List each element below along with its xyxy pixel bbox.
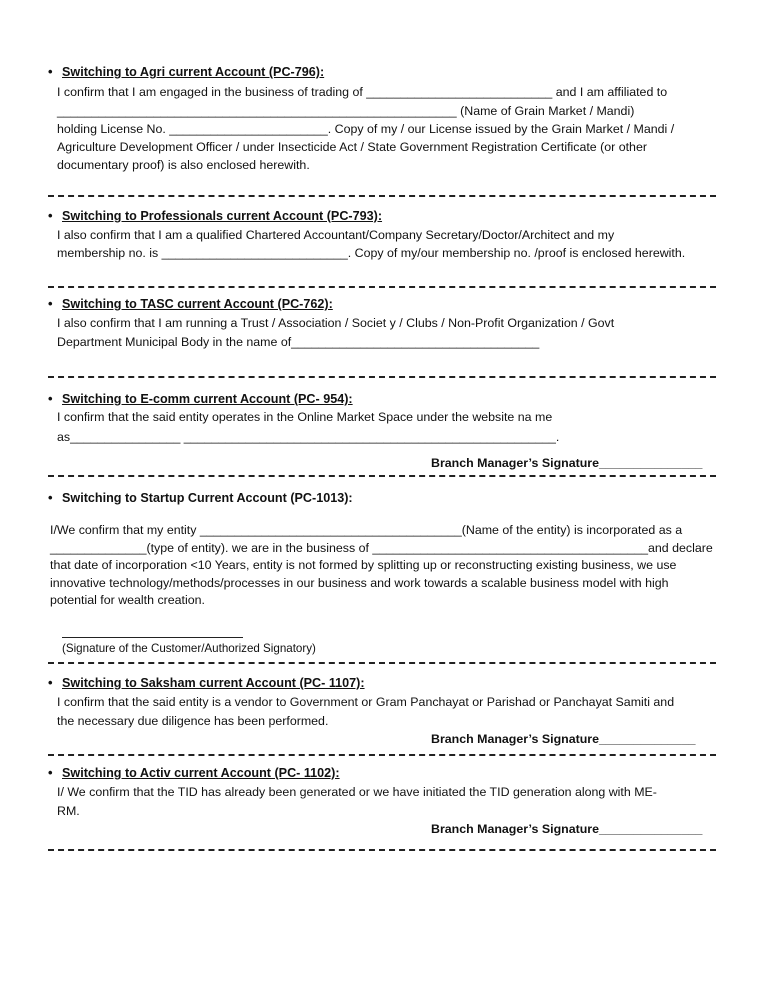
activ-line-2: RM. (57, 804, 80, 818)
section-divider (48, 286, 716, 288)
section-divider (48, 849, 716, 851)
tasc-line-1: I also confirm that I am running a Trust / Association / Societ y / Clubs / Non-Profit Organization / Govt (57, 316, 615, 330)
customer-signature-line (62, 637, 243, 638)
bullet-icon: • (48, 490, 53, 505)
section-divider (48, 195, 716, 197)
bullet-icon: • (48, 765, 53, 780)
professionals-line-2: membership no. is ___________________________. Copy of my/our membership no. /proof is enclosed herewith. (57, 246, 686, 260)
bullet-icon: • (48, 391, 53, 406)
startup-line-2: ______________(type of entity). we are in the business of ________________________________________and declare (50, 541, 713, 555)
agri-line-3: holding License No. _______________________. Copy of my / our License issued by the Grain Market / Mandi / (57, 122, 675, 136)
saksham-branch-manager-signature: Branch Manager’s Signature______________ (431, 732, 696, 746)
agri-line-2: __________________________________________________________ (Name of Grain Market / Mandi) (57, 104, 635, 118)
activ-line-1: I/ We confirm that the TID has already been generated or we have initiated the TID generation along with ME- (57, 785, 657, 799)
bullet-icon: • (48, 64, 53, 79)
agri-line-1: I confirm that I am engaged in the business of trading of ___________________________ and I am affiliated to (57, 85, 668, 99)
section-divider (48, 754, 716, 756)
agri-heading: • Switching to Agri current Account (PC-796): (48, 62, 324, 82)
ecomm-line-1: I confirm that the said entity operates in the Online Market Space under the website na me (57, 410, 553, 424)
bullet-icon: • (48, 296, 53, 311)
bullet-icon: • (48, 208, 53, 223)
saksham-heading: • Switching to Saksham current Account (PC- 1107): (48, 673, 365, 693)
startup-line-4: innovative technology/methods/processes in our business and work towards a scalable business model with high (50, 576, 669, 590)
agri-line-5: documentary proof) is also enclosed herewith. (57, 158, 310, 172)
professionals-heading: • Switching to Professionals current Account (PC-793): (48, 206, 382, 226)
ecomm-branch-manager-signature: Branch Manager’s Signature_______________ (431, 456, 703, 470)
ecomm-line-2: as________________ ______________________________________________________. (57, 430, 560, 444)
activ-branch-manager-signature: Branch Manager’s Signature_______________ (431, 822, 703, 836)
saksham-line-2: the necessary due diligence has been performed. (57, 714, 329, 728)
ecomm-heading: • Switching to E-comm current Account (PC- 954): (48, 389, 353, 409)
customer-signature-label: (Signature of the Customer/Authorized Signatory) (62, 642, 316, 655)
tasc-line-2: Department Municipal Body in the name of____________________________________ (57, 335, 540, 349)
section-divider (48, 662, 716, 664)
startup-line-3: that date of incorporation <10 Years, entity is not formed by splitting up or reconstructing existing business, we use (50, 558, 677, 572)
activ-heading: • Switching to Activ current Account (PC- 1102): (48, 763, 340, 783)
saksham-line-1: I confirm that the said entity is a vendor to Government or Gram Panchayat or Parishad or Panchayat Samiti and (57, 695, 675, 709)
professionals-line-1: I also confirm that I am a qualified Chartered Accountant/Company Secretary/Doctor/Architect and my (57, 228, 615, 242)
startup-heading: • Switching to Startup Current Account (PC-1013): (48, 488, 353, 508)
section-divider (48, 475, 716, 477)
section-divider (48, 376, 716, 378)
tasc-heading: • Switching to TASC current Account (PC-762): (48, 294, 333, 314)
startup-line-1: I/We confirm that my entity ______________________________________(Name of the entity) is incorporated as a (50, 523, 683, 537)
startup-line-5: potential for wealth creation. (50, 593, 205, 607)
agri-line-4: Agriculture Development Officer / under Insecticide Act / State Government Registration Certificate (or other (57, 140, 647, 154)
bullet-icon: • (48, 675, 53, 690)
